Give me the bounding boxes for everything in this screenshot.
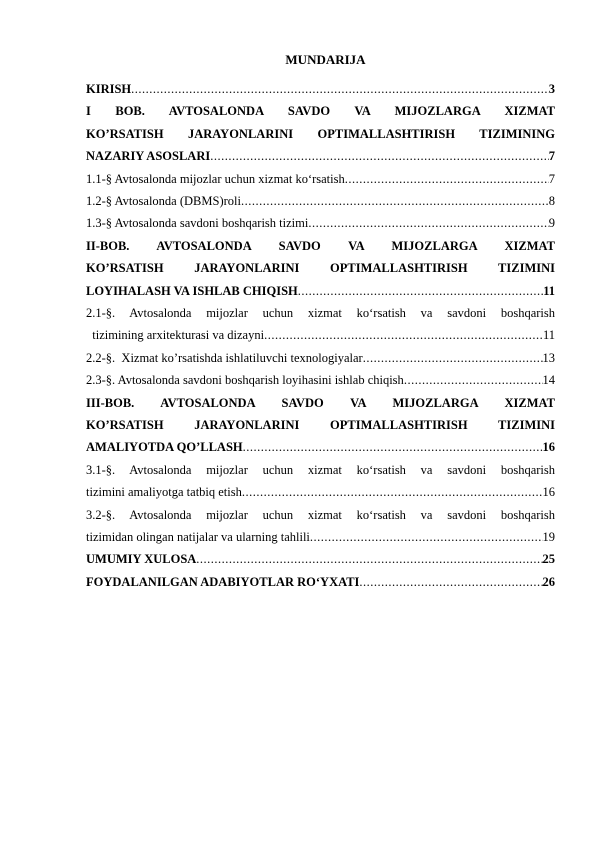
dot-leader <box>308 212 548 234</box>
toc-entry[interactable] <box>86 235 555 302</box>
toc-entry-label: tizimining arxitekturasi va dizayni <box>86 328 265 343</box>
toc-entry-lastline <box>86 78 555 100</box>
toc-title: MUNDARIJA <box>285 52 366 67</box>
toc-entry-label: 1.1-§ Avtosalonda mijozlar uchun xizmat ko‘rsatish <box>86 171 345 186</box>
toc-entry-lastline <box>86 548 555 570</box>
dot-leader <box>196 548 542 570</box>
toc-page-number: 26 <box>542 574 555 589</box>
toc-page-number: 7 <box>548 171 555 186</box>
toc-entry[interactable] <box>86 548 555 570</box>
toc-page-number: 14 <box>542 373 555 388</box>
toc-entry-label: 1.2-§ Avtosalonda (DBMS)roli <box>86 194 241 208</box>
dot-leader <box>363 347 543 369</box>
toc-entry[interactable] <box>86 347 555 369</box>
dot-leader <box>264 324 543 346</box>
toc-entry-lastline <box>86 526 555 548</box>
toc-entry[interactable] <box>86 78 555 100</box>
dot-leader <box>298 280 543 302</box>
dot-leader <box>310 526 543 548</box>
toc-entry-line: III-BOB. AVTOSALONDA SAVDO VA MIJOZLARGA XIZMAT <box>86 395 555 410</box>
toc-entry-lastline <box>86 347 555 369</box>
dot-leader <box>131 78 549 100</box>
toc-entry-line: I BOB. AVTOSALONDA SAVDO VA MIJOZLARGA XIZMAT <box>86 104 555 119</box>
toc-entry[interactable] <box>86 302 555 347</box>
toc-page-number: 11 <box>543 283 555 298</box>
toc-entry-lastline <box>86 571 555 593</box>
dot-leader <box>243 436 543 458</box>
toc-entry-lastline <box>86 190 555 212</box>
dot-leader <box>359 571 542 593</box>
toc-entry-lastline <box>86 481 555 503</box>
toc-entry[interactable] <box>86 392 555 459</box>
toc-page-number: 13 <box>542 350 555 365</box>
dot-leader <box>210 145 549 167</box>
toc-page-number: 16 <box>542 440 555 455</box>
toc-entry[interactable] <box>86 212 555 234</box>
toc-page-number: 19 <box>542 529 555 544</box>
toc-entry-line: 3.1-§. Avtosalonda mijozlar uchun xizmat ko‘rsatish va savdoni boshqarish <box>86 462 555 477</box>
toc-entry-label: tizimidan olingan natijalar va ularning tahlili <box>86 529 310 544</box>
toc-entry[interactable] <box>86 168 555 190</box>
dot-leader <box>242 481 543 503</box>
toc-entry-lastline <box>86 280 555 302</box>
toc-entry[interactable] <box>86 571 555 593</box>
toc-entry-lastline <box>86 145 555 167</box>
toc-entry-lastline <box>86 168 555 190</box>
toc-entry[interactable] <box>86 369 555 391</box>
toc-entry-label: 2.3-§. Avtosalonda savdoni boshqarish loyihasini ishlab chiqish <box>86 373 404 388</box>
toc-entry-lastline <box>86 436 555 458</box>
toc-page-number: 7 <box>548 149 555 164</box>
toc-entry[interactable] <box>86 100 555 167</box>
toc-entry-line: KO’RSATISH JARAYONLARINI OPTIMALLASHTIRISH TIZIMINI <box>86 418 555 432</box>
dot-leader <box>404 369 543 391</box>
toc-entry-label: NAZARIY ASOSLARI <box>86 149 211 164</box>
dot-leader <box>241 190 549 212</box>
toc-page-number: 25 <box>542 552 555 567</box>
dot-leader <box>345 168 549 190</box>
toc-entry-lastline <box>86 369 555 391</box>
toc-page-number: 9 <box>548 216 555 231</box>
toc-entry-line: 2.1-§. Avtosalonda mijozlar uchun xizmat ko‘rsatish va savdoni boshqarish <box>86 306 555 320</box>
toc-entry-lastline <box>86 324 555 346</box>
toc-entry-line: KO’RSATISH JARAYONLARINI OPTIMALLASHTIRISH TIZIMINI <box>86 261 555 276</box>
toc-entry[interactable] <box>86 190 555 212</box>
toc-entry[interactable] <box>86 504 555 549</box>
toc-entry-lastline <box>86 212 555 234</box>
toc-entry-label: UMUMIY XULOSA <box>86 552 197 567</box>
toc-entry-label: tizimini amaliyotga tatbiq etish <box>86 485 242 500</box>
toc-entry-line: KO’RSATISH JARAYONLARINI OPTIMALLASHTIRISH TIZIMINING <box>86 126 555 141</box>
toc-entry-label: KIRISH <box>86 82 132 96</box>
toc-entry-label: 1.3-§ Avtosalonda savdoni boshqarish tizimi <box>86 216 309 231</box>
toc-entry-label: FOYDALANILGAN ADABIYOTLAR RO‘YXATI <box>86 574 360 589</box>
toc-entry-label: AMALIYOTDA QO’LLASH <box>86 440 243 455</box>
toc-page-number: 16 <box>542 485 555 500</box>
toc-page-number: 8 <box>548 194 555 208</box>
toc-entry-label: LOYIHALASH VA ISHLAB CHIQISH <box>86 283 298 298</box>
toc-page-number: 11 <box>542 328 555 343</box>
toc-entry[interactable] <box>86 459 555 504</box>
toc-entry-line: II-BOB. AVTOSALONDA SAVDO VA MIJOZLARGA XIZMAT <box>86 238 555 253</box>
toc-page-number: 3 <box>548 82 555 96</box>
toc-entry-line: 3.2-§. Avtosalonda mijozlar uchun xizmat ko‘rsatish va savdoni boshqarish <box>86 507 555 522</box>
toc-entry-label: 2.2-§. Xizmat ko’rsatishda ishlatiluvchi texnologiyalar <box>86 350 363 365</box>
table-of-contents <box>86 78 555 593</box>
document-page <box>86 52 555 593</box>
